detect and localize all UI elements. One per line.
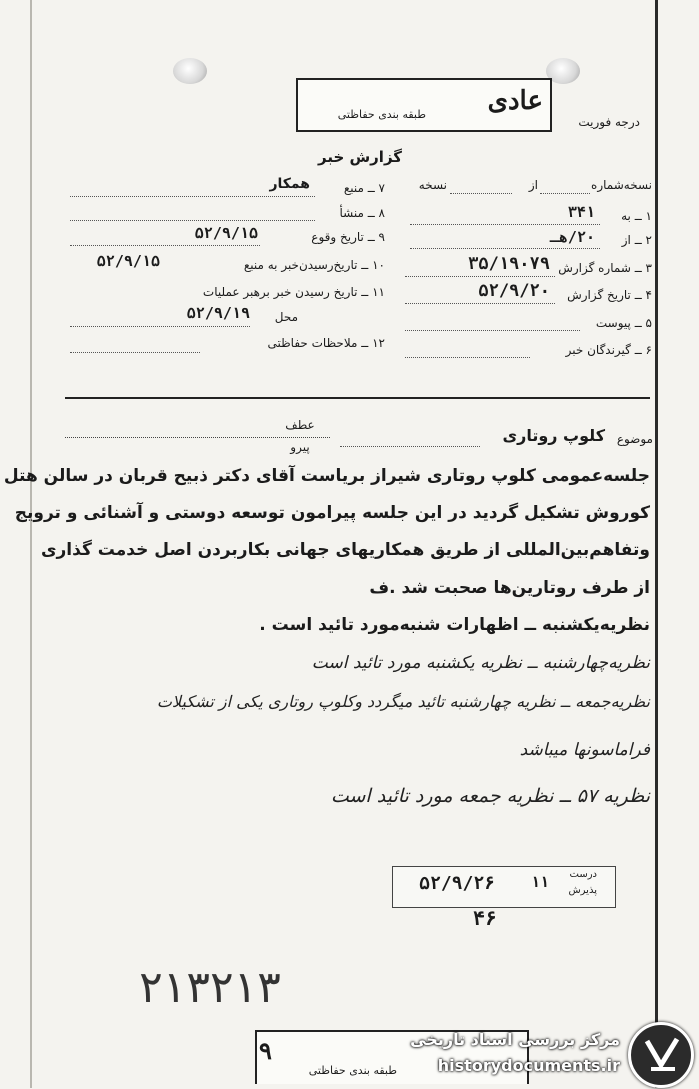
from-label: از [528,178,538,192]
subject-value: کلوپ روتاری [502,426,605,445]
field-report-number-label: ۳ ــ شماره گزارش [558,261,652,275]
field-origin-label: ۸ ــ منشأ [339,206,385,220]
receipt-stamp [392,866,616,908]
field-source-label: ۷ ــ منبع [343,181,385,195]
field-report-date-dots [405,303,555,304]
field-from-dots [410,248,600,249]
receipt-stamp-label-bottom: پذیرش [568,885,597,896]
field-source-receipt-date-value: ۵۲/۹/۱۵ [96,252,160,270]
copy-number-dots [540,193,590,194]
body-line: از طرف روتارین‌ها صحبت شد .ف [369,578,650,598]
reference-peyro-label: پیرو [290,440,310,454]
watermark-logo-icon [631,1025,691,1085]
body-line: وتفاهم‌بین‌المللی از طریق همکاریهای جهانی بکاربردن اصل خدمت گذاری [40,540,650,560]
field-to-value: ۳۴۱ [567,203,595,221]
footer-classification-label: طبقه بندی حفاظتی [308,1064,397,1077]
field-source-dots [70,196,315,197]
field-report-number-dots [405,276,555,277]
field-event-date-dots [70,245,260,246]
field-recipients-dots [405,357,530,358]
page-right-edge [655,0,658,1088]
field-to-dots [410,224,600,225]
field-from-label: ۲ ــ از [621,233,652,247]
field-security-notes-label: ۱۲ ــ ملاحظات حفاظتی [267,336,385,350]
page-left-edge [30,0,32,1088]
receipt-stamp-label-top: درست [569,869,597,880]
body-line: کوروش تشکیل گردید در این جلسه پیرامون توسعه دوستی و آشنائی و ترویج [14,503,650,523]
page-title: گزارش خبر [317,148,403,166]
field-security-notes-dots [70,352,200,353]
subject-dots [340,446,480,447]
reference-atf-label: عطف [285,418,315,432]
field-event-date-label: ۹ ــ تاریخ وقوع [311,230,385,244]
field-origin-dots [70,220,315,221]
reference-line [65,437,330,438]
receipt-stamp-date: ۵۲/۹/۲۶ [419,873,495,894]
body-line: جلسه‌عمومی کلوپ روتاری شیراز بریاست آقای دکتر ذبیح قربان در سالن هتل [3,466,650,486]
copy-number-label: نسخه‌شماره [591,178,652,192]
field-source-value: همکار [269,176,310,192]
punch-hole-left [173,58,207,84]
receipt-stamp-number: ۱۱ [530,873,549,891]
copy-label: نسخه [418,178,447,192]
field-report-date-value: ۵۲/۹/۲۰ [478,281,550,301]
opinion-line: فراماسونها میباشد [519,740,650,760]
classification-stamp-code: عادی [487,86,543,116]
field-from-value: ۲۰/هـ [549,228,595,246]
field-attachment-label: ۵ ــ پیوست [595,316,652,330]
opinion-line: نظریه‌چهارشنبه ــ نظریه یکشنبه مورد تائید است [311,653,650,673]
field-place-dots [70,326,250,327]
field-place-value: ۵۲/۹/۱۹ [186,304,250,322]
field-attachment-dots [405,330,580,331]
watermark-url: historydocuments.ir [437,1056,620,1075]
field-source-receipt-date-label: ۱۰ ــ تاریخ‌رسیدن‌خبر به منبع [243,258,385,272]
receipt-stamp-note: ۴۶ [472,906,498,930]
opinion-line: نظریه ۵۷ ــ نظریه جمعه مورد تائید است [330,785,650,807]
field-to-label: ۱ ــ به [621,209,652,223]
archive-number: ۲۱۳۲۱۳ [139,962,281,1013]
opinion-line: نظریه‌جمعه ــ نظریه چهارشنبه تائید میگردد وکلوپ روتاری یکی از تشکیلات [156,692,650,711]
field-report-date-label: ۴ ــ تاریخ گزارش [567,288,652,302]
field-recipients-label: ۶ ــ گیرندگان خبر [565,343,652,357]
classification-stamp [296,78,552,132]
field-ops-receipt-label: ۱۱ ــ تاریخ رسیدن خبر برهبر عملیات [202,285,385,299]
field-event-date-value: ۵۲/۹/۱۵ [194,224,258,242]
section-divider [65,397,650,399]
watermark-logo [628,1022,694,1088]
field-place-label: محل [274,310,298,324]
watermark-name: مرکز بررسی اسناد تاریخی [410,1030,620,1049]
from-dots [450,193,512,194]
priority-label: درجه فوریت [578,115,640,129]
opinion-line: نظریه‌یکشنبه ــ اظهارات شنبه‌مورد تائید است . [259,615,650,635]
classification-stamp-label: طبقه بندی حفاظتی [337,108,426,121]
field-report-number-value: ۳۵/۱۹۰۷۹ [468,254,550,274]
footer-classification-code: ۹ [259,1036,272,1065]
subject-label: موضوع [616,432,653,446]
